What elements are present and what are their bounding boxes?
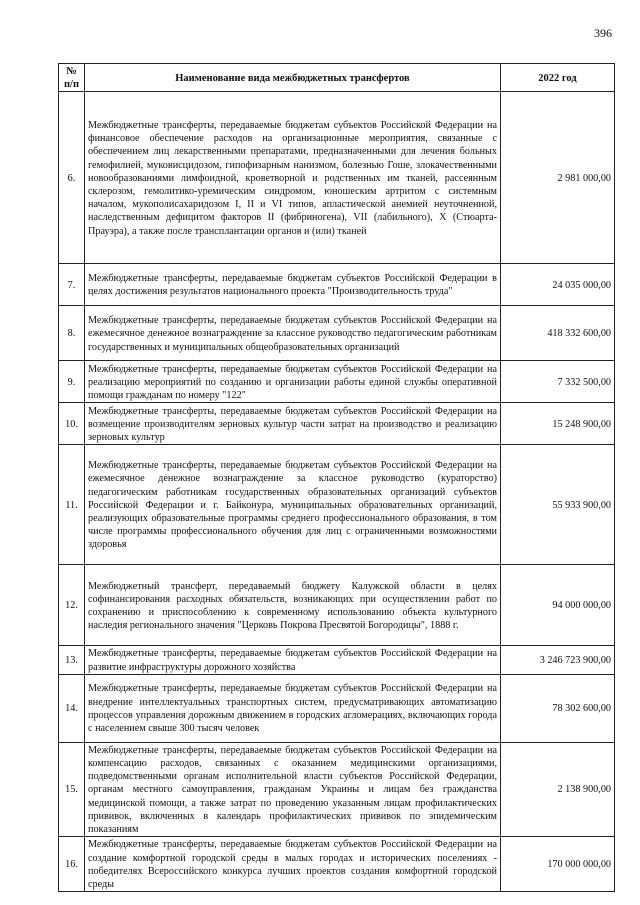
row-name: Межбюджетный трансферт, передаваемый бюджету Калужской области в целях софинансирования расходных обязательств, возникающих при осуществлении работ по сохранению и приспособлению к современному использованию объекта культурного наследия регионального значения "Церковь Покрова Пресвятой Богородицы", 1888 г. <box>85 565 501 646</box>
table-row <box>59 674 615 742</box>
row-amount: 170 000 000,00 <box>501 837 615 892</box>
row-number: 6. <box>59 92 85 264</box>
row-amount: 15 248 900,00 <box>501 403 615 445</box>
row-name: Межбюджетные трансферты, передаваемые бюджетам субъектов Российской Федерации на финансовое обеспечение расходов на организационные мероприятия, связанные с обеспечением лиц лекарственными препаратами, предназначенными для лечения больных гемофилией, муковисцидозом, гипофизарным нанизмом, болезнью Гоше, злокачественными новообразованиями лимфоидной, кроветворной и родственных им тканей, рассеянным склерозом, гемолитико-уремическим синдромом, юношеским артритом с системным началом, мукополисахаридозом I, II и VI типов, апластической анемией неуточненной, наследственным дефицитом факторов II (фибриногена), VII (лабильного), X (Стюарта-Прауэра), а также после трансплантации органов и (или) тканей <box>85 92 501 264</box>
row-amount: 7 332 500,00 <box>501 361 615 403</box>
table-row <box>59 306 615 361</box>
page-number: 396 <box>594 26 612 40</box>
row-amount: 94 000 000,00 <box>501 565 615 646</box>
row-name: Межбюджетные трансферты, передаваемые бюджетам субъектов Российской Федерации на развитие инфраструктуры дорожного хозяйства <box>85 646 501 674</box>
row-number: 14. <box>59 674 85 742</box>
row-number: 16. <box>59 837 85 892</box>
table-row <box>59 445 615 565</box>
row-name: Межбюджетные трансферты, передаваемые бюджетам субъектов Российской Федерации на компенсацию расходов, связанных с оказанием медицинскими организациями, подведомственными органам исполнительной власти субъектов Российской Федерации, органам местного самоуправления, гражданам Украины и лицам без гражданства медицинской помощи, а также затрат по проведению указанным лицам профилактических прививок, включенных в календарь профилактических прививок по эпидемическим показаниям <box>85 742 501 836</box>
row-number: 10. <box>59 403 85 445</box>
row-number: 15. <box>59 742 85 836</box>
table-row <box>59 565 615 646</box>
transfers-table <box>58 63 615 892</box>
row-amount: 2 138 900,00 <box>501 742 615 836</box>
table-row <box>59 403 615 445</box>
row-name: Межбюджетные трансферты, передаваемые бюджетам субъектов Российской Федерации на ежемесячное денежное вознаграждение за классное руководство (кураторство) педагогическим работникам государственных образовательных организаций субъектов Российской Федерации и г. Байконура, муниципальных образовательных организаций, реализующих образовательные программы среднего профессионального образования, в том числе программы профессионального обучения для лиц с ограниченными возможностями здоровья <box>85 445 501 565</box>
row-number: 8. <box>59 306 85 361</box>
header-num: № п/п <box>59 64 85 92</box>
table-row <box>59 646 615 674</box>
row-name: Межбюджетные трансферты, передаваемые бюджетам субъектов Российской Федерации на ежемесячное денежное вознаграждение за классное руководство педагогическим работникам государственных и муниципальных общеобразовательных организаций <box>85 306 501 361</box>
row-number: 9. <box>59 361 85 403</box>
header-name: Наименование вида межбюджетных трансфертов <box>85 64 501 92</box>
row-name: Межбюджетные трансферты, передаваемые бюджетам субъектов Российской Федерации на создание комфортной городской среды в малых городах и исторических поселениях - победителях Всероссийского конкурса лучших проектов создания комфортной городской среды <box>85 837 501 892</box>
row-amount: 24 035 000,00 <box>501 264 615 306</box>
row-name: Межбюджетные трансферты, передаваемые бюджетам субъектов Российской Федерации на реализацию мероприятий по созданию и организации работы единой службы оперативной помощи гражданам по номеру "122" <box>85 361 501 403</box>
row-number: 12. <box>59 565 85 646</box>
row-number: 11. <box>59 445 85 565</box>
row-amount: 78 302 600,00 <box>501 674 615 742</box>
table-header-row <box>59 64 615 92</box>
table-row <box>59 837 615 892</box>
row-name: Межбюджетные трансферты, передаваемые бюджетам субъектов Российской Федерации на внедрение интеллектуальных транспортных систем, предусматривающих автоматизацию процессов управления дорожным движением в городских агломерациях, включающих города с населением свыше 300 тысяч человек <box>85 674 501 742</box>
row-number: 7. <box>59 264 85 306</box>
table-row <box>59 742 615 836</box>
header-year: 2022 год <box>501 64 615 92</box>
row-name: Межбюджетные трансферты, передаваемые бюджетам субъектов Российской Федерации на возмещение производителям зерновых культур части затрат на производство и реализацию зерновых культур <box>85 403 501 445</box>
row-amount: 418 332 600,00 <box>501 306 615 361</box>
table-row <box>59 92 615 264</box>
row-name: Межбюджетные трансферты, передаваемые бюджетам субъектов Российской Федерации в целях достижения результатов национального проекта "Производительность труда" <box>85 264 501 306</box>
table-row <box>59 361 615 403</box>
table-row <box>59 264 615 306</box>
row-amount: 55 933 900,00 <box>501 445 615 565</box>
row-number: 13. <box>59 646 85 674</box>
row-amount: 3 246 723 900,00 <box>501 646 615 674</box>
row-amount: 2 981 000,00 <box>501 92 615 264</box>
